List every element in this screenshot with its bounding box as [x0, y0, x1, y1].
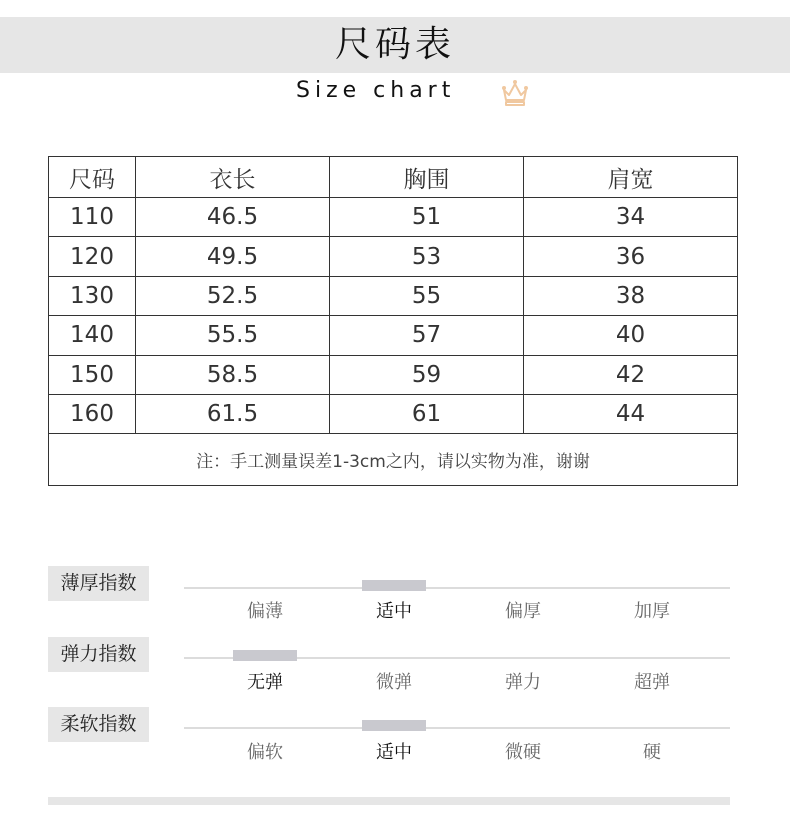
- table-cell: 55: [330, 276, 524, 315]
- softness-index-track: [184, 727, 730, 729]
- table-cell: 58.5: [136, 355, 330, 394]
- table-row: [49, 316, 738, 355]
- table-cell: 51: [330, 198, 524, 237]
- thickness-index-label: 薄厚指数: [48, 566, 149, 601]
- softness-option: 硬: [643, 742, 661, 763]
- thickness-option: 加厚: [634, 601, 670, 622]
- table-cell: 53: [330, 237, 524, 276]
- table-cell: 55.5: [136, 316, 330, 355]
- table-cell: 52.5: [136, 276, 330, 315]
- table-row: [49, 355, 738, 394]
- table-cell: 120: [49, 237, 136, 276]
- size-table: [48, 156, 738, 486]
- table-row: [49, 198, 738, 237]
- thickness-index-marker: [362, 580, 426, 591]
- thickness-option: 偏厚: [505, 601, 541, 622]
- table-row: [49, 395, 738, 434]
- elasticity-option: 微弹: [376, 672, 412, 693]
- elasticity-option: 弹力: [505, 672, 541, 693]
- column-header: 尺码: [49, 157, 136, 198]
- table-row: [49, 276, 738, 315]
- table-cell: 140: [49, 316, 136, 355]
- table-row: [49, 237, 738, 276]
- table-cell: 160: [49, 395, 136, 434]
- page-subtitle: Size chart: [296, 78, 456, 103]
- softness-option: 偏软: [247, 742, 283, 763]
- table-header-row: [49, 157, 738, 198]
- table-note-row: [49, 434, 738, 486]
- softness-index-marker: [362, 720, 426, 731]
- table-cell: 46.5: [136, 198, 330, 237]
- table-cell: 59: [330, 355, 524, 394]
- page-title: 尺码表: [334, 24, 455, 65]
- table-cell: 38: [524, 276, 738, 315]
- bottom-divider: [48, 797, 730, 805]
- table-cell: 42: [524, 355, 738, 394]
- table-cell: 130: [49, 276, 136, 315]
- table-cell: 34: [524, 198, 738, 237]
- elasticity-index-label: 弹力指数: [48, 637, 149, 672]
- table-cell: 57: [330, 316, 524, 355]
- elasticity-option: 超弹: [634, 672, 670, 693]
- table-cell: 40: [524, 316, 738, 355]
- table-cell: 61: [330, 395, 524, 434]
- elasticity-index-marker: [233, 650, 297, 661]
- table-cell: 49.5: [136, 237, 330, 276]
- column-header: 肩宽: [524, 157, 738, 198]
- column-header: 胸围: [330, 157, 524, 198]
- softness-option: 微硬: [505, 742, 541, 763]
- thickness-index-track: [184, 587, 730, 589]
- column-header: 衣长: [136, 157, 330, 198]
- thickness-option: 偏薄: [247, 601, 283, 622]
- table-note: 注：手工测量误差1-3cm之内，请以实物为准，谢谢: [49, 434, 738, 486]
- softness-index-label: 柔软指数: [48, 707, 149, 742]
- elasticity-option: 无弹: [247, 672, 283, 693]
- table-cell: 36: [524, 237, 738, 276]
- table-cell: 110: [49, 198, 136, 237]
- softness-option: 适中: [376, 742, 412, 763]
- thickness-option: 适中: [376, 601, 412, 622]
- crown-icon: [500, 78, 530, 108]
- table-cell: 44: [524, 395, 738, 434]
- table-cell: 61.5: [136, 395, 330, 434]
- table-cell: 150: [49, 355, 136, 394]
